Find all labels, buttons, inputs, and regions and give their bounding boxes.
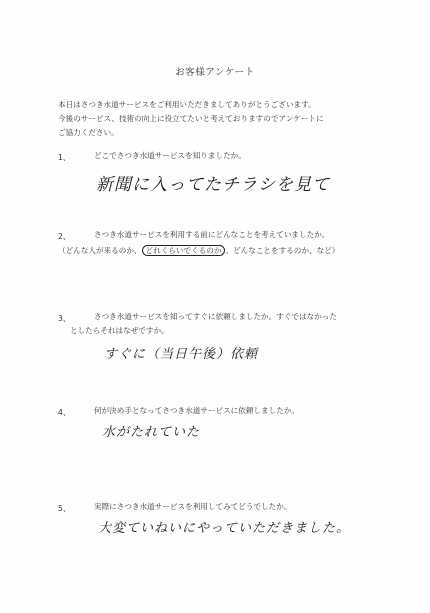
question-1-answer: 新聞に入ってたチラシを見て <box>96 175 330 195</box>
page-title: お客様アンケート <box>175 67 255 78</box>
question-2-subtext <box>58 244 339 258</box>
question-3-answer: すぐに（当日午後）依頼 <box>104 347 259 362</box>
question-4-text: 何が決め手となってさつき水道サービスに依頼しましたか。 <box>94 406 300 415</box>
question-1-number: 1、 <box>58 153 71 162</box>
question-2-text: さつき水道サービスを利用する前にどんなことを考えていましたか。 <box>94 230 330 239</box>
question-3-text-2: としたらそれはなぜですか。 <box>70 326 169 335</box>
question-1-text: どこでさつき水道サービスを知りましたか。 <box>94 151 246 160</box>
question-2-number: 2、 <box>58 232 71 241</box>
question-2-subtext-before: （どんな人が来るのか、 <box>58 246 142 255</box>
question-2-circled-answer: どれくらいでくるのか <box>142 245 226 256</box>
question-2-subtext-after: 、どんなことをするのか、など） <box>225 246 340 255</box>
question-5-text: 実際にさつき水道サービスを利用してみてどうでしたか。 <box>94 502 292 511</box>
intro-text <box>58 98 378 140</box>
question-3-text: さつき水道サービスを知ってすぐに依頼しましたか。すぐではなかった <box>94 312 337 321</box>
intro-line-1: 本日はさつき水道サービスをご利用いただきましてありがとうございます。 <box>58 100 316 109</box>
question-5-number: 5、 <box>58 504 71 513</box>
question-5-answer: 大変ていねいにやっていただきました。 <box>98 521 351 536</box>
intro-line-3: ご協力ください。 <box>58 128 119 137</box>
intro-line-2: 今後のサービス、技術の向上に役立てたいと考えておりますのでアンケートに <box>58 114 324 123</box>
question-3-number: 3、 <box>58 314 71 323</box>
question-4-number: 4、 <box>58 408 71 417</box>
question-4-answer: 水がたれていた <box>102 425 201 440</box>
